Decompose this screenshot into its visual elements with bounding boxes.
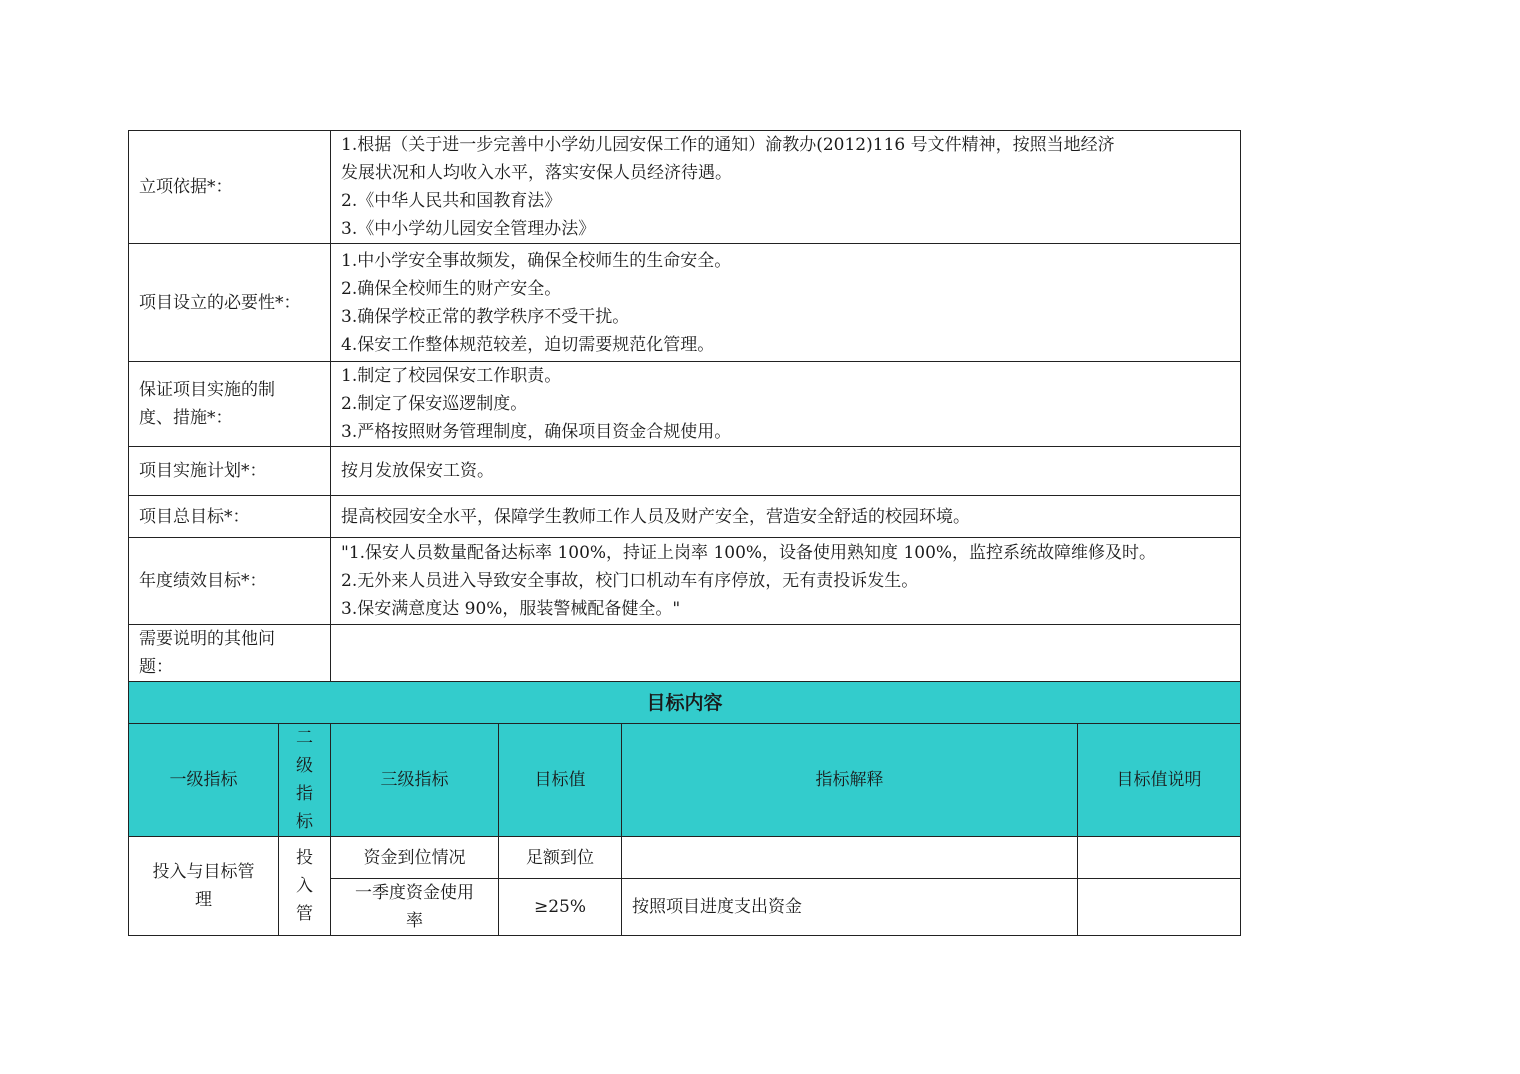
necessity-line: 3.确保学校正常的教学秩序不受干扰。	[341, 306, 630, 327]
explain-cell	[622, 837, 1078, 879]
annual-goal-line: "1.保安人员数量配备达标率 100%，持证上岗率 100%，设备使用熟知度 100%，监控系统故障维修及时。	[341, 543, 1157, 563]
other-issues-label: 需要说明的其他问 题：	[129, 625, 331, 682]
row-overall-goal	[129, 496, 1241, 538]
project-info-table	[128, 130, 1241, 936]
annual-goal-line: 2.无外来人员进入导致安全事故，校门口机动车有序停放，无有责投诉发生。	[341, 571, 919, 591]
measures-line: 3.严格按照财务管理制度，确保项目资金合规使用。	[341, 422, 732, 442]
level2-cell: 投 入 管	[279, 837, 331, 936]
necessity-label: 项目设立的必要性*：	[129, 244, 331, 362]
level3-cell: 资金到位情况	[331, 837, 499, 879]
basis-line: 1.根据（关于进一步完善中小学幼儿园安保工作的通知）渝教办(2012)116 号文件精神，按照当地经济	[341, 135, 1115, 155]
note-cell	[1078, 879, 1241, 936]
annual-goal-line: 3.保安满意度达 90%，服装警械配备健全。"	[341, 599, 681, 619]
basis-content	[331, 131, 1241, 244]
row-other-issues	[129, 625, 1241, 682]
table-row	[129, 837, 1241, 879]
row-annual-goal	[129, 538, 1241, 625]
target-cell: 足额到位	[499, 837, 622, 879]
other-issues-content	[331, 625, 1241, 682]
basis-line: 2.《中华人民共和国教育法》	[341, 191, 562, 211]
header-level2: 二 级 指 标	[279, 724, 331, 837]
overall-goal-label: 项目总目标*：	[129, 496, 331, 538]
annual-goal-content	[331, 538, 1241, 625]
note-cell	[1078, 837, 1241, 879]
measures-content	[331, 362, 1241, 447]
measures-line: 2.制定了保安巡逻制度。	[341, 394, 528, 414]
header-note: 目标值说明	[1078, 724, 1241, 837]
row-plan	[129, 447, 1241, 496]
row-necessity	[129, 244, 1241, 362]
section-title: 目标内容	[129, 682, 1241, 724]
overall-goal-content: 提高校园安全水平，保障学生教师工作人员及财产安全，营造安全舒适的校园环境。	[331, 496, 1241, 538]
header-target: 目标值	[499, 724, 622, 837]
level1-cell: 投入与目标管 理	[129, 837, 279, 936]
header-level3: 三级指标	[331, 724, 499, 837]
target-cell: ≥25%	[499, 879, 622, 936]
necessity-content	[331, 244, 1241, 362]
annual-goal-label: 年度绩效目标*：	[129, 538, 331, 625]
header-level1: 一级指标	[129, 724, 279, 837]
header-explain: 指标解释	[622, 724, 1078, 837]
basis-label: 立项依据*：	[129, 131, 331, 244]
explain-cell: 按照项目进度支出资金	[622, 879, 1078, 936]
necessity-line: 2.确保全校师生的财产安全。	[341, 278, 562, 299]
necessity-line: 4.保安工作整体规范较差，迫切需要规范化管理。	[341, 334, 715, 355]
section-title-row	[129, 682, 1241, 724]
measures-label: 保证项目实施的制 度、措施*：	[129, 362, 331, 447]
basis-line: 3.《中小学幼儿园安全管理办法》	[341, 219, 596, 239]
basis-line: 发展状况和人均收入水平，落实安保人员经济待遇。	[341, 163, 732, 183]
measures-line: 1.制定了校园保安工作职责。	[341, 366, 562, 386]
plan-content: 按月发放保安工资。	[331, 447, 1241, 496]
necessity-line: 1.中小学安全事故频发，确保全校师生的生命安全。	[341, 250, 732, 271]
plan-label: 项目实施计划*：	[129, 447, 331, 496]
indicator-header-row	[129, 724, 1241, 837]
level3-cell: 一季度资金使用 率	[331, 879, 499, 936]
row-measures	[129, 362, 1241, 447]
row-basis	[129, 131, 1241, 244]
